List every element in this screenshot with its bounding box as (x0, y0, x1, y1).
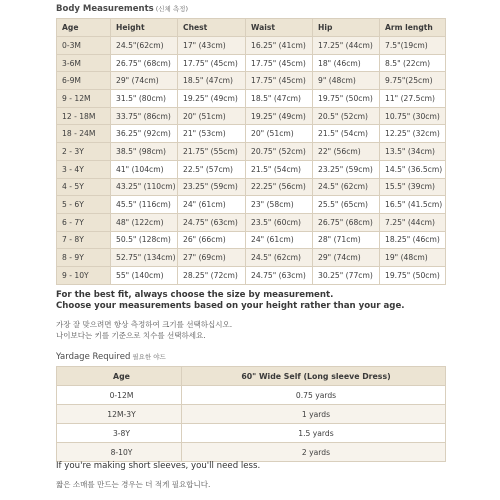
table-cell: 22" (56cm) (313, 143, 380, 161)
table-cell: 21.5" (54cm) (246, 160, 313, 178)
table-cell: 9 - 10Y (57, 266, 111, 284)
column-header: Waist (246, 19, 313, 37)
short-sleeve-note-ko: 짧은 소매를 만드는 경우는 더 적게 필요합니다. (56, 480, 211, 489)
table-row (57, 143, 446, 161)
table-cell: 4 - 5Y (57, 178, 111, 196)
table-row (57, 424, 446, 443)
table-cell: 25.5" (65cm) (313, 196, 380, 214)
table-cell: 18.5" (47cm) (246, 90, 313, 108)
table-cell: 6 - 7Y (57, 213, 111, 231)
yardage-title: Yardage Required 필요한 야드 (56, 352, 166, 362)
table-cell: 20" (51cm) (178, 107, 246, 125)
table-cell: 17.75" (45cm) (246, 54, 313, 72)
table-row (57, 231, 446, 249)
table-cell: 1 yards (182, 405, 446, 424)
table-header-row (57, 367, 446, 386)
table-cell: 3-6M (57, 54, 111, 72)
table-cell: 24" (61cm) (178, 196, 246, 214)
table-cell: 17" (43cm) (178, 37, 246, 55)
table-cell: 24.75" (63cm) (178, 213, 246, 231)
table-cell: 36.25" (92cm) (111, 125, 178, 143)
table-cell: 12M-3Y (57, 405, 182, 424)
fit-note-1: For the best fit, always choose the size by measurement. (56, 290, 334, 300)
table-row (57, 107, 446, 125)
table-row (57, 54, 446, 72)
table-cell: 24" (61cm) (246, 231, 313, 249)
table-cell: 20" (51cm) (246, 125, 313, 143)
fit-note-ko-1: 가장 잘 맞으려면 항상 측정하여 크기를 선택하십시오. (56, 320, 233, 329)
table-cell: 24.5" (62cm) (313, 178, 380, 196)
table-cell: 8 - 9Y (57, 249, 111, 267)
column-header: Hip (313, 19, 380, 37)
table-header-row (57, 19, 446, 37)
table-cell: 21" (53cm) (178, 125, 246, 143)
table-cell: 7.25" (44cm) (380, 213, 446, 231)
table-cell: 15.5" (39cm) (380, 178, 446, 196)
table-cell: 18 - 24M (57, 125, 111, 143)
table-cell: 33.75" (86cm) (111, 107, 178, 125)
table-cell: 21.75" (55cm) (178, 143, 246, 161)
yardage-table (56, 366, 446, 462)
table-cell: 26.75" (68cm) (111, 54, 178, 72)
table-cell: 1.5 yards (182, 424, 446, 443)
fit-note-2: Choose your measurements based on your height rather than your age. (56, 301, 405, 311)
table-cell: 19.25" (49cm) (178, 90, 246, 108)
column-header: Arm length (380, 19, 446, 37)
table-cell: 22.25" (56cm) (246, 178, 313, 196)
table-row (57, 386, 446, 405)
table-cell: 9.75"(25cm) (380, 72, 446, 90)
table-cell: 29" (74cm) (111, 72, 178, 90)
table-row (57, 213, 446, 231)
column-header: Chest (178, 19, 246, 37)
table-cell: 3-8Y (57, 424, 182, 443)
column-header: Age (57, 19, 111, 37)
table-cell: 13.5" (34cm) (380, 143, 446, 161)
table-row (57, 266, 446, 284)
table-row (57, 405, 446, 424)
table-cell: 9 - 12M (57, 90, 111, 108)
table-cell: 12.25" (32cm) (380, 125, 446, 143)
table-cell: 14.5" (36.5cm) (380, 160, 446, 178)
table-cell: 17.25" (44cm) (313, 37, 380, 55)
body-measurements-table (56, 18, 446, 285)
table-cell: 26.75" (68cm) (313, 213, 380, 231)
table-cell: 18.25" (46cm) (380, 231, 446, 249)
table-cell: 24.75" (63cm) (246, 266, 313, 284)
table-cell: 18" (46cm) (313, 54, 380, 72)
table-cell: 21.5" (54cm) (313, 125, 380, 143)
table-cell: 29" (74cm) (313, 249, 380, 267)
table-cell: 45.5" (116cm) (111, 196, 178, 214)
table-row (57, 37, 446, 55)
short-sleeve-note: If you're making short sleeves, you'll need less. (56, 461, 261, 471)
column-header: 60" Wide Self (Long sleeve Dress) (182, 367, 446, 386)
table-cell: 24.5" (62cm) (246, 249, 313, 267)
table-cell: 55" (140cm) (111, 266, 178, 284)
table-cell: 19.75" (50cm) (313, 90, 380, 108)
column-header: Age (57, 367, 182, 386)
table-cell: 18.5" (47cm) (178, 72, 246, 90)
table-row (57, 160, 446, 178)
table-cell: 27" (69cm) (178, 249, 246, 267)
table-cell: 16.25" (41cm) (246, 37, 313, 55)
table-cell: 8-10Y (57, 443, 182, 462)
table-row (57, 72, 446, 90)
table-cell: 23.25" (59cm) (313, 160, 380, 178)
table-cell: 11" (27.5cm) (380, 90, 446, 108)
table-cell: 50.5" (128cm) (111, 231, 178, 249)
table-cell: 20.75" (52cm) (246, 143, 313, 161)
table-row (57, 443, 446, 462)
table-cell: 2 - 3Y (57, 143, 111, 161)
table-cell: 23.5" (60cm) (246, 213, 313, 231)
table-cell: 17.75" (45cm) (178, 54, 246, 72)
table-cell: 19.75" (50cm) (380, 266, 446, 284)
table-cell: 24.5"(62cm) (111, 37, 178, 55)
table-cell: 16.5" (41.5cm) (380, 196, 446, 214)
table-cell: 8.5" (22cm) (380, 54, 446, 72)
table-cell: 12 - 18M (57, 107, 111, 125)
table-cell: 10.75" (30cm) (380, 107, 446, 125)
table-cell: 28.25" (72cm) (178, 266, 246, 284)
table-cell: 0-3M (57, 37, 111, 55)
table-cell: 7.5"(19cm) (380, 37, 446, 55)
table-cell: 0.75 yards (182, 386, 446, 405)
table-cell: 20.5" (52cm) (313, 107, 380, 125)
table-cell: 26" (66cm) (178, 231, 246, 249)
table-cell: 3 - 4Y (57, 160, 111, 178)
table-row (57, 249, 446, 267)
table-cell: 52.75" (134cm) (111, 249, 178, 267)
table-cell: 0-12M (57, 386, 182, 405)
body-measurements-title: Body Measurements (신체 측정) (56, 4, 188, 14)
table-cell: 23" (58cm) (246, 196, 313, 214)
fit-note-ko-2: 나이보다는 키를 기준으로 치수를 선택하세요. (56, 331, 206, 340)
table-cell: 38.5" (98cm) (111, 143, 178, 161)
table-cell: 6-9M (57, 72, 111, 90)
table-cell: 19.25" (49cm) (246, 107, 313, 125)
table-cell: 48" (122cm) (111, 213, 178, 231)
table-cell: 28" (71cm) (313, 231, 380, 249)
table-cell: 30.25" (77cm) (313, 266, 380, 284)
table-cell: 41" (104cm) (111, 160, 178, 178)
table-cell: 2 yards (182, 443, 446, 462)
table-row (57, 125, 446, 143)
table-cell: 22.5" (57cm) (178, 160, 246, 178)
yardage-title-ko: 필요한 야드 (132, 353, 166, 361)
table-row (57, 196, 446, 214)
table-cell: 31.5" (80cm) (111, 90, 178, 108)
table-cell: 19" (48cm) (380, 249, 446, 267)
table-row (57, 178, 446, 196)
table-cell: 17.75" (45cm) (246, 72, 313, 90)
table-cell: 9" (48cm) (313, 72, 380, 90)
table-cell: 43.25" (110cm) (111, 178, 178, 196)
table-cell: 7 - 8Y (57, 231, 111, 249)
column-header: Height (111, 19, 178, 37)
table-cell: 23.25" (59cm) (178, 178, 246, 196)
body-measurements-title-ko: (신체 측정) (155, 5, 188, 13)
table-row (57, 90, 446, 108)
table-cell: 5 - 6Y (57, 196, 111, 214)
